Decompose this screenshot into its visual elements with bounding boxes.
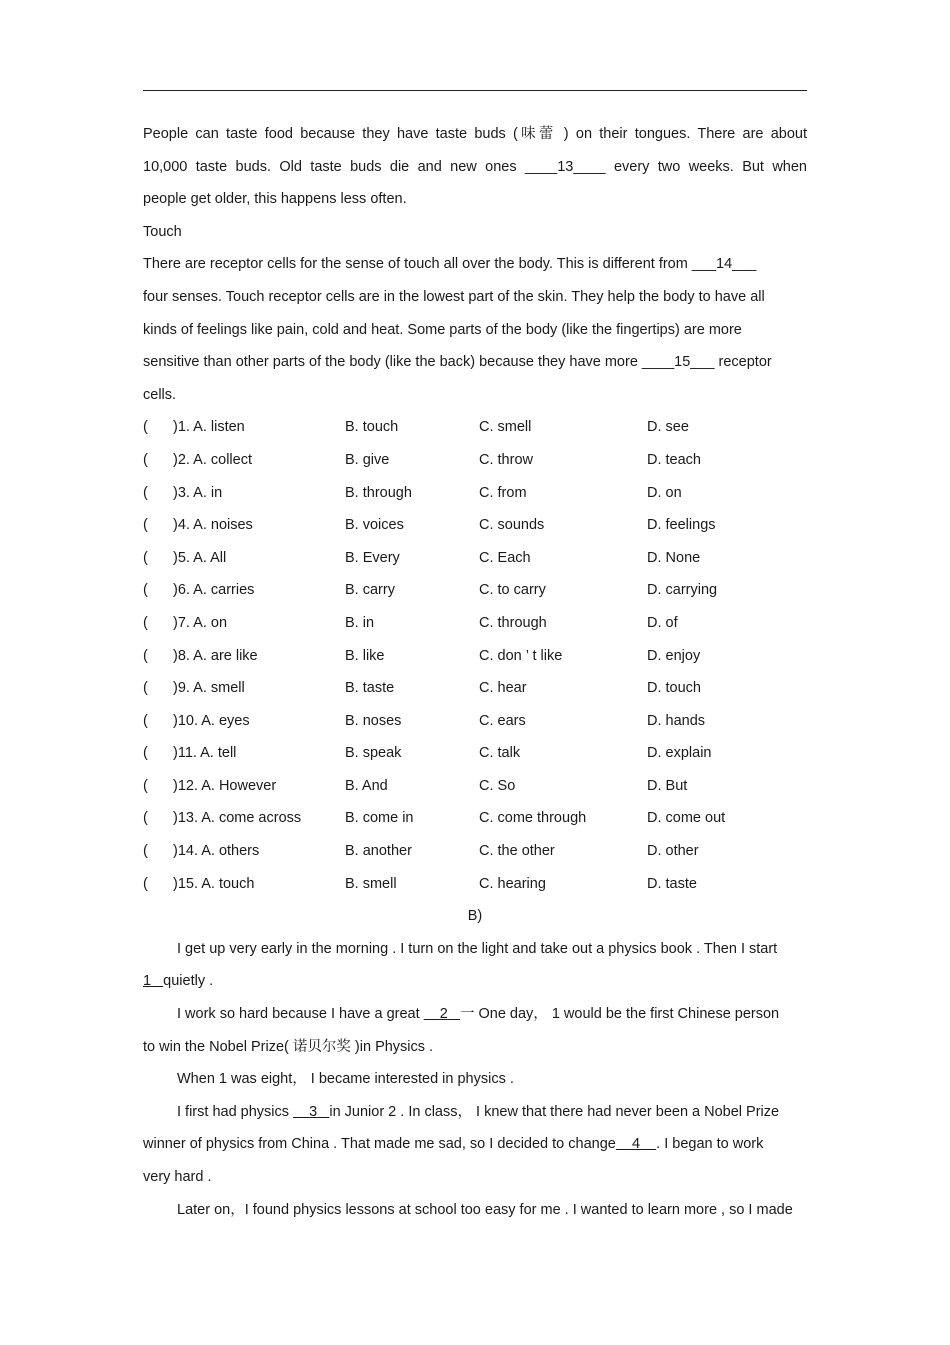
passage-line <box>143 965 807 998</box>
option-a: )1. A. listen <box>173 419 245 436</box>
option-d: D. teach <box>647 451 701 468</box>
answer-paren: ( <box>143 647 148 664</box>
option-c: C. hear <box>479 680 527 697</box>
answer-paren: ( <box>143 680 148 697</box>
option-b: B. in <box>345 614 375 631</box>
answer-paren: ( <box>143 875 148 892</box>
option-d: D. enjoy <box>647 647 701 664</box>
question-row <box>143 574 807 607</box>
option-a: )5. A. All <box>173 549 227 566</box>
answer-paren: ( <box>143 843 148 860</box>
passage-line: Later on，I found physics lessons at school too easy for me . I wanted to learn more , so I made <box>177 1201 793 1218</box>
option-b: B. give <box>345 451 390 468</box>
passage-line: kinds of feelings like pain, cold and heat. Some parts of the body (like the fingertips) are more <box>143 321 742 338</box>
question-row <box>143 607 807 640</box>
option-b: B. Every <box>345 549 400 566</box>
answer-paren: ( <box>143 517 148 534</box>
option-c: C. ears <box>479 712 526 729</box>
option-a: )12. A. However <box>173 777 277 794</box>
answer-paren: ( <box>143 745 148 762</box>
option-a: )8. A. are like <box>173 647 258 664</box>
question-row <box>143 705 807 738</box>
answer-paren: ( <box>143 582 148 599</box>
answer-paren: ( <box>143 549 148 566</box>
option-d: D. carrying <box>647 582 718 599</box>
section-heading-touch: Touch <box>143 223 182 240</box>
option-c: C. talk <box>479 745 521 762</box>
answer-paren: ( <box>143 451 148 468</box>
option-d: D. feelings <box>647 517 716 534</box>
option-c: C. hearing <box>479 875 546 892</box>
blank-1: 1 <box>143 973 152 990</box>
option-c: C. So <box>479 777 516 794</box>
option-d: D. come out <box>647 810 726 827</box>
passage-line: very hard . <box>143 1169 212 1185</box>
passage-line: There are receptor cells for the sense of touch all over the body. This is different from ___14___ <box>143 256 757 273</box>
option-b: B. through <box>345 484 412 501</box>
option-a: )6. A. carries <box>173 582 255 599</box>
question-row <box>143 835 807 868</box>
passage-a <box>143 118 807 411</box>
option-d: D. hands <box>647 712 706 729</box>
passage-line: to win the Nobel Prize( 诺贝尔奖 )in Physics . <box>143 1038 434 1055</box>
option-a: )7. A. on <box>173 614 228 631</box>
option-a: )15. A. touch <box>173 875 255 892</box>
document-body <box>143 118 807 1226</box>
passage-text: I work so hard because I have a great <box>177 1006 420 1023</box>
option-d: D. taste <box>647 875 697 892</box>
header-rule <box>143 90 807 91</box>
question-row <box>143 802 807 835</box>
passage-line <box>143 1096 807 1129</box>
passage-line: sensitive than other parts of the body (like the back) because they have more ____15___ receptor <box>143 354 772 371</box>
passage-line <box>143 1128 807 1161</box>
passage-text: in Junior 2 . In class， I knew that there had never been a Nobel Prize <box>329 1103 780 1120</box>
blank-2 <box>424 1006 460 1022</box>
option-b: B. carry <box>345 582 395 599</box>
question-row <box>143 542 807 575</box>
blank-4 <box>616 1136 656 1152</box>
section-b-heading: B) <box>467 908 483 925</box>
option-a: )14. A. others <box>173 843 260 860</box>
answer-paren: ( <box>143 614 148 631</box>
option-d: D. other <box>647 843 699 860</box>
option-d: D. on <box>647 484 682 501</box>
blank-number: 4 <box>631 1136 641 1153</box>
option-d: D. explain <box>647 745 712 762</box>
question-row <box>143 640 807 673</box>
passage-text: . I began to work <box>656 1136 764 1153</box>
passage-text: winner of physics from China . That made me sad, so I decided to change <box>143 1136 616 1153</box>
option-b: B. taste <box>345 680 395 697</box>
passage-line <box>143 998 807 1031</box>
option-c: C. the other <box>479 843 555 860</box>
option-b: B. smell <box>345 875 397 892</box>
passage-b <box>143 933 807 1226</box>
passage-text: I first had physics <box>177 1103 290 1120</box>
option-b: B. touch <box>345 419 399 436</box>
question-row <box>143 737 807 770</box>
option-c: C. sounds <box>479 517 545 534</box>
option-a: )3. A. in <box>173 484 223 501</box>
passage-line: people get older, this happens less often. <box>143 191 407 208</box>
answer-paren: ( <box>143 810 148 827</box>
answer-paren: ( <box>143 484 148 501</box>
option-a: )9. A. smell <box>173 680 245 697</box>
option-c: C. smell <box>479 419 532 436</box>
blank-3 <box>293 1104 329 1120</box>
option-c: C. through <box>479 614 547 631</box>
option-d: D. see <box>647 419 689 436</box>
passage-line: four senses. Touch receptor cells are in the lowest part of the skin. They help the body to have all <box>143 288 765 305</box>
blank-number: 3 <box>309 1103 318 1120</box>
question-list <box>143 411 807 900</box>
option-b: B. come in <box>345 810 414 827</box>
answer-paren: ( <box>143 712 148 729</box>
answer-paren: ( <box>143 777 148 794</box>
question-row <box>143 444 807 477</box>
question-row <box>143 672 807 705</box>
option-b: B. speak <box>345 745 402 762</box>
option-b: B. voices <box>345 517 404 534</box>
passage-line: 10,000 taste buds. Old taste buds die and new ones ____13____ every two weeks. But when <box>143 158 807 175</box>
option-c: C. to carry <box>479 582 546 599</box>
blank-number: 2 <box>439 1006 448 1023</box>
option-a: )10. A. eyes <box>173 712 250 729</box>
option-a: )11. A. tell <box>173 745 237 762</box>
option-b: B. another <box>345 843 412 860</box>
option-c: C. don ’ t like <box>479 647 563 664</box>
question-row <box>143 477 807 510</box>
question-row <box>143 868 807 901</box>
passage-text: 一 One day， 1 would be the first Chinese person <box>459 1006 780 1023</box>
blank-underline <box>151 973 163 989</box>
option-d: D. None <box>647 549 701 566</box>
option-c: C. from <box>479 484 527 501</box>
option-c: C. throw <box>479 451 533 468</box>
option-b: B. like <box>345 647 385 664</box>
question-row <box>143 411 807 444</box>
passage-line: When 1 was eight， I became interested in physics . <box>177 1071 514 1088</box>
answer-paren: ( <box>143 419 148 436</box>
option-d: D. touch <box>647 680 701 697</box>
passage-line: cells. <box>143 386 177 403</box>
option-d: D. But <box>647 777 688 794</box>
option-a: )4. A. noises <box>173 517 253 534</box>
option-c: C. Each <box>479 549 531 566</box>
passage-line: I get up very early in the morning . I turn on the light and take out a physics book . Then I start <box>177 940 778 957</box>
option-d: D. of <box>647 614 678 631</box>
passage-line: People can taste food because they have taste buds (味蕾 ) on their tongues. There are about <box>143 126 807 142</box>
question-row <box>143 770 807 803</box>
option-a: )13. A. come across <box>173 810 302 827</box>
option-c: C. come through <box>479 810 587 827</box>
option-b: B. And <box>345 777 388 794</box>
passage-text: quietly . <box>163 973 214 990</box>
option-a: )2. A. collect <box>173 451 252 468</box>
option-b: B. noses <box>345 712 402 729</box>
question-row <box>143 509 807 542</box>
